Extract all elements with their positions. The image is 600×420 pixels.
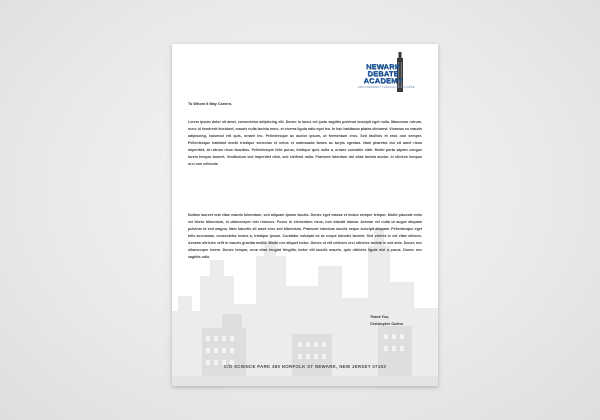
- letter-salutation: To Whom It May Conern,: [188, 102, 233, 106]
- closing-line: Thank You,: [370, 315, 390, 319]
- academy-logo: [358, 52, 434, 98]
- signature-name: Christopher Outino: [370, 322, 403, 326]
- footer-address: C/O SCIENCE PARK 360 NORFOLK ST NEWARK, NEW JERSEY 07103: [223, 364, 387, 369]
- logo-line-3: ACADEMY: [363, 76, 403, 85]
- logo-line-1: NEWARK: [365, 62, 401, 71]
- body-paragraph-2: Nullam laoreet erat vitae mauris bibendum, sed aliquam ipsum iaculis. Donec eget massa et lectus semper tempor. Morbi placerat enim vel libero bibendum, in ullamcorper nisl rhoncus. Fusce in elementum risus, non blandit massa. Aenean vel nulla ut augue aliquam pulvinar id sed magna. Nam lobortis sit amet eros sed bibendum. Praesent interdum iaculis neque suscipit aliquam. Pellentesque eget felis accumsan, consectetur lectus a, tristique ipsum. Curabitur volutpat mi ac neque lobortis laoreet. Sed viverra in est vitae ultrices. Aenean ultricies velit in mauris gravida mollis. Morbi nec aliquet tortor. Donec ut elit ultricies orci ultricies lacinia in sed ante. Donec nec ullamcorper lorem. Donec tempor, urna vitae feugiat fringilla, tortor elit iaculis mauris, quis ultricies ligula nisi a purus. Donec nec sagittis odio.: [188, 213, 422, 259]
- logo-line-2: DEBATE: [367, 69, 399, 78]
- body-paragraph-1: Lorem ipsum dolor sit amet, consectetur adipiscing elit. Donec in lacus vel justo sagittis pulvinar suscipit eget nulla. Maecenas rutrum, nunc id hendrerit tincidunt, mauris nulla lacinia nunc, et viverra ligula odio eget leo. In hac habitasse platea dictumst. Vivamus eu mauris adipiscing, euismod elit quis, ornare leo. Pellentesque ac auctor ipsum, ut fermentum eros. Sed facilisis et eros non semper. Pellentesque habitant morbi tristique senectus et netus et malesuada fames ac turpis egestas. Nam pharetra dui sit amet risus imperdiet, at rutrum risus faucibus. Pellentesque felis purus, tristique quis nulla a, ornare convallis nibh. Morbi porta sapien congue lorem tempor laoreet. Vestibulum sed imperdiet nibh, sed eleifend nulla. Praesent interdum dui vitae lacinia auctor. In ultrices tempus orci non vehicula.: [188, 120, 422, 166]
- letterhead-page: [172, 44, 438, 386]
- signature-block: [370, 314, 403, 328]
- logo-tagline: EMPOWERMENT THROUGH DISCOURSE: [358, 86, 415, 89]
